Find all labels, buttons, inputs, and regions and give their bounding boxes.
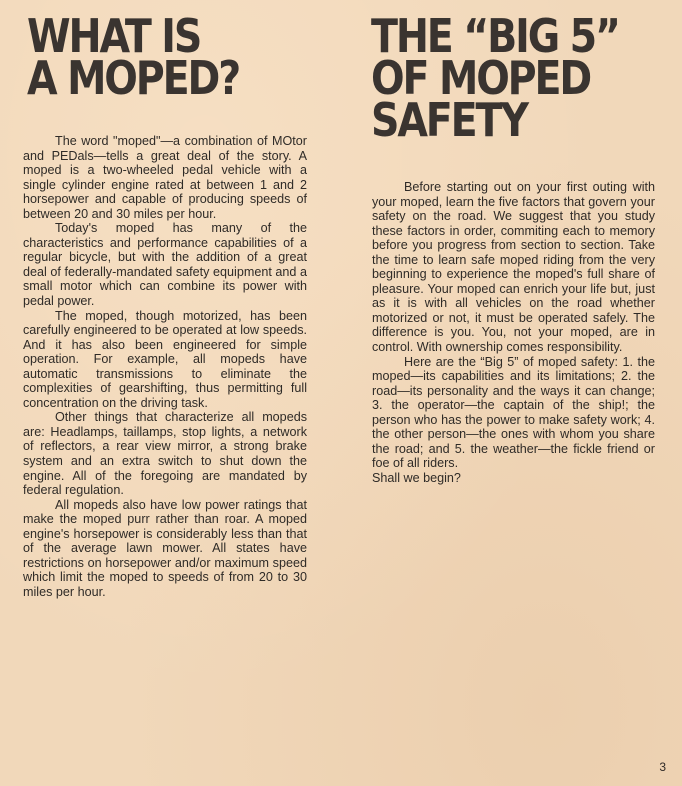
right-column-text	[372, 180, 655, 485]
right-heading-line-2: OF MOPED	[371, 51, 591, 105]
left-paragraph-2: Today's moped has many of the characteristics and performance capabilities of a regular bicycle, but with the addition of a great deal of federally-mandated safety equipment and a small motor which can combine its power with pedal power.	[23, 221, 307, 309]
big-five-list-paragraph: Here are the “Big 5” of moped safety: 1. the moped—its capabilities and its limitations; 2. the road—its personality and the ways it can change; 3. the operator—the captain of the ship!; the person who has the power to make safety work; 4. the other person—the ones with whom you share the road; and 5. the weather—the fickle friend or foe of all riders.	[372, 354, 655, 471]
left-paragraph-1: The word "moped"—a combination of MOtor and PEDals—tells a great deal of the story. A moped is a two-wheeled pedal vehicle with a single cylinder engine rated at between 1 and 2 horsepower and capable of producing speeds of between 20 and 30 miles per hour.	[23, 134, 307, 221]
right-intro-paragraph: Before starting out on your first outing with your moped, learn the five factors that govern your safety on the road. We suggest that you study these factors in order, commiting each to memory before you progress from section to section. Take the time to learn safe moped riding from the very beginning to experience the moped's full share of pleasure. Your moped can enrich your life but, just as it is with all vehicles on the road whether motorized or not, it must be operated safely. The difference is you. You, not your moped, are in control. With ownership comes responsibility.	[372, 180, 655, 355]
left-paragraph-5: All mopeds also have low power ratings that make the moped purr rather than roar. A moped engine's horsepower is considerably less than that of the average lawn mower. All states have restrictions on horsepower and/or maximum speed which limit the moped to speeds of from 20 to 30 miles per hour.	[23, 497, 307, 599]
left-heading	[27, 9, 274, 105]
left-heading-line-2: A MOPED?	[27, 51, 239, 105]
right-heading-line-3: SAFETY	[371, 93, 527, 147]
left-paragraph-3: The moped, though motorized, has been carefully engineered to be operated at low speeds. And it has also been engineered for simple operation. For example, all mopeds have automatic transmissions to eliminate the complexities of gearshifting, thus permitting full concentration on the driving task.	[23, 308, 307, 410]
left-heading-line-1: WHAT IS	[27, 9, 201, 63]
right-heading	[371, 9, 659, 147]
closing-question: Shall we begin?	[372, 470, 461, 485]
left-column-text	[23, 134, 307, 600]
page-number: 3	[659, 760, 666, 774]
right-heading-line-1: THE “BIG 5”	[371, 9, 619, 63]
left-paragraph-4: Other things that characterize all mopeds are: Headlamps, taillamps, stop lights, a network of reflectors, a rear view mirror, a strong brake system and an extra switch to shut down the engine. All of the foregoing are mandated by federal regulation.	[23, 410, 307, 498]
